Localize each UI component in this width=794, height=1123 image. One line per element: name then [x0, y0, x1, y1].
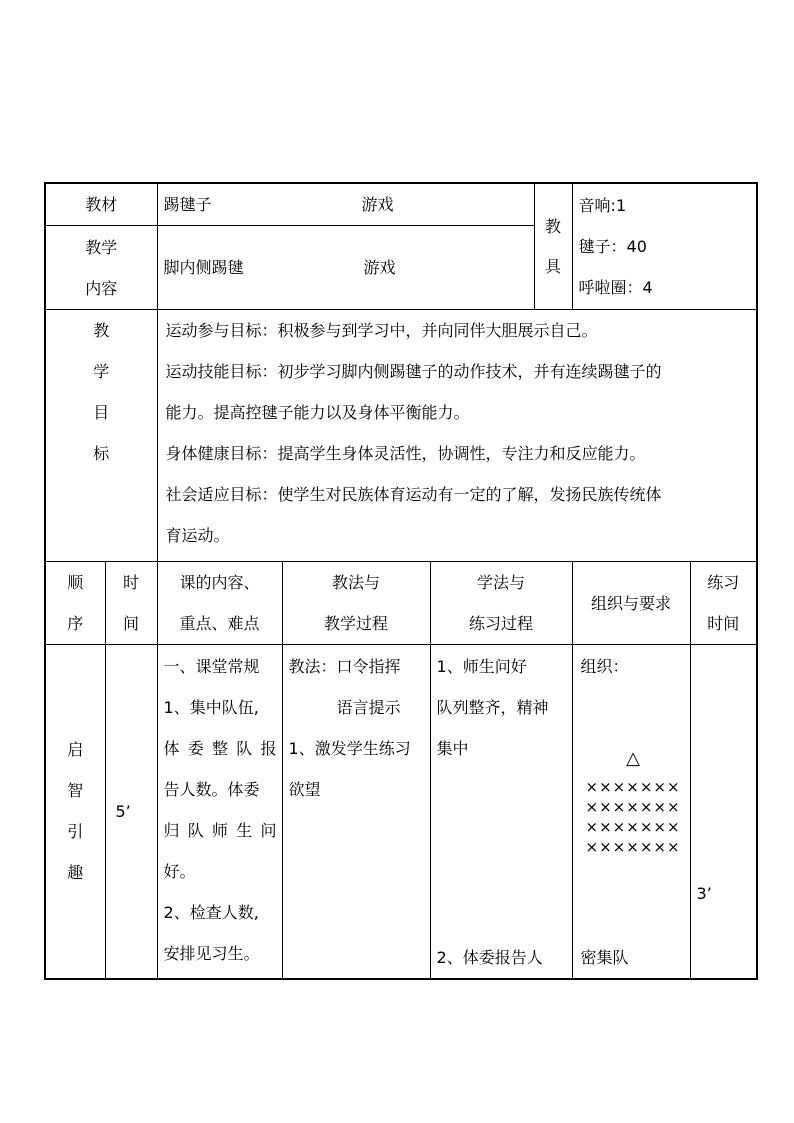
objective-line: 能力。提高控毽子能力以及身体平衡能力。	[165, 403, 470, 422]
objective-line: 身体健康目标：提高学生身体灵活性，协调性，专注力和反应能力。	[165, 444, 646, 463]
objective-line: 运动技能目标：初步学习脚内侧踢毽子的动作技术，并有连续踢毽子的	[165, 362, 662, 381]
content-line: 告人数。体委	[163, 780, 260, 799]
formation-row: ×××××××	[585, 818, 681, 836]
col-order-char: 序	[67, 614, 84, 633]
content-game: 游戏	[363, 258, 396, 277]
col-time-header	[105, 562, 157, 645]
col-organization-header: 组织与要求	[572, 562, 690, 645]
col-time-char: 时	[123, 573, 140, 592]
section-learning	[430, 645, 572, 979]
content-line: 安排见习生。	[163, 944, 260, 963]
material-text: 踢毽子	[163, 195, 212, 214]
organization-bottom-line: 密集队	[580, 947, 629, 967]
formation-row: ×××××××	[585, 778, 681, 796]
objective-line: 育运动。	[165, 526, 230, 545]
content-value	[157, 226, 534, 310]
content-line: 好。	[163, 862, 196, 881]
equipment-item: 音响:1	[578, 196, 627, 215]
section-name-char: 智	[67, 781, 84, 801]
equipment-item: 毽子：40	[578, 237, 647, 256]
objectives-label-char: 目	[93, 403, 110, 422]
objectives-text	[157, 310, 757, 562]
objectives-label-char: 学	[93, 362, 110, 381]
teacher-triangle-icon: △	[626, 748, 640, 769]
col-teaching-line: 教学过程	[324, 614, 389, 633]
organization-title: 组织：	[580, 657, 629, 676]
col-learning-header	[430, 562, 572, 645]
equipment-label	[534, 183, 572, 310]
learning-line: 1、师生问好	[436, 657, 527, 676]
section-practice-time	[690, 645, 757, 979]
col-practice-line: 练习	[707, 573, 740, 592]
objectives-label	[45, 310, 157, 562]
teaching-line: 语言提示	[336, 698, 401, 717]
material-label: 教材	[45, 183, 157, 226]
equipment-label-char: 具	[545, 256, 562, 276]
col-content-line: 重点、难点	[179, 614, 260, 633]
section-name	[45, 645, 105, 979]
content-label	[45, 226, 157, 310]
section-time: 5’	[105, 645, 157, 979]
content-line: 2、检查人数,	[163, 903, 259, 922]
section-name-char: 引	[67, 822, 84, 842]
section-teaching	[282, 645, 430, 979]
formation-row: ×××××××	[585, 798, 681, 816]
col-teaching-line: 教法与	[332, 573, 381, 592]
equipment-label-char: 教	[545, 216, 562, 236]
equipment-item: 呼啦圈：4	[578, 278, 653, 297]
section-content	[157, 645, 282, 979]
practice-time-value: 3’	[696, 884, 712, 903]
objectives-label-char: 标	[93, 444, 110, 463]
lesson-plan-table	[44, 182, 758, 980]
col-practice-line: 时间	[707, 614, 740, 633]
learning-line: 集中	[436, 739, 469, 758]
material-value	[157, 183, 534, 226]
col-time-char: 间	[123, 614, 140, 633]
objectives-label-char: 教	[93, 321, 110, 340]
col-teaching-header	[282, 562, 430, 645]
content-label-line: 教学	[85, 237, 118, 257]
content-line: 体委整队报	[163, 739, 277, 758]
col-content-line: 课的内容、	[179, 573, 260, 592]
equipment-list	[572, 183, 757, 310]
learning-bottom-line: 2、体委报告人	[436, 947, 543, 967]
section-organization	[572, 645, 690, 979]
teaching-line: 教法：口令指挥	[288, 657, 401, 676]
content-line: 1、集中队伍,	[163, 698, 259, 717]
section-name-char: 趣	[67, 863, 84, 883]
col-practice-header	[690, 562, 757, 645]
section-name-char: 启	[67, 740, 84, 760]
teaching-line: 欲望	[288, 780, 321, 799]
content-label-line: 内容	[85, 278, 118, 298]
formation-row: ×××××××	[585, 838, 681, 856]
col-order-header	[45, 562, 105, 645]
col-learning-line: 学法与	[477, 573, 526, 592]
content-line: 归队师生问	[163, 821, 277, 840]
col-content-header	[157, 562, 282, 645]
objective-line: 社会适应目标：使学生对民族体育运动有一定的了解，发扬民族传统体	[165, 485, 662, 504]
col-order-char: 顺	[67, 573, 84, 592]
teaching-line: 1、激发学生练习	[288, 739, 411, 758]
content-text: 脚内侧踢毽	[163, 258, 244, 277]
content-line: 一、课堂常规	[163, 657, 260, 676]
col-learning-line: 练习过程	[469, 614, 534, 633]
material-game: 游戏	[361, 195, 394, 214]
learning-line: 队列整齐，精神	[436, 698, 549, 717]
objective-line: 运动参与目标：积极参与到学习中，并向同伴大胆展示自己。	[165, 321, 598, 340]
